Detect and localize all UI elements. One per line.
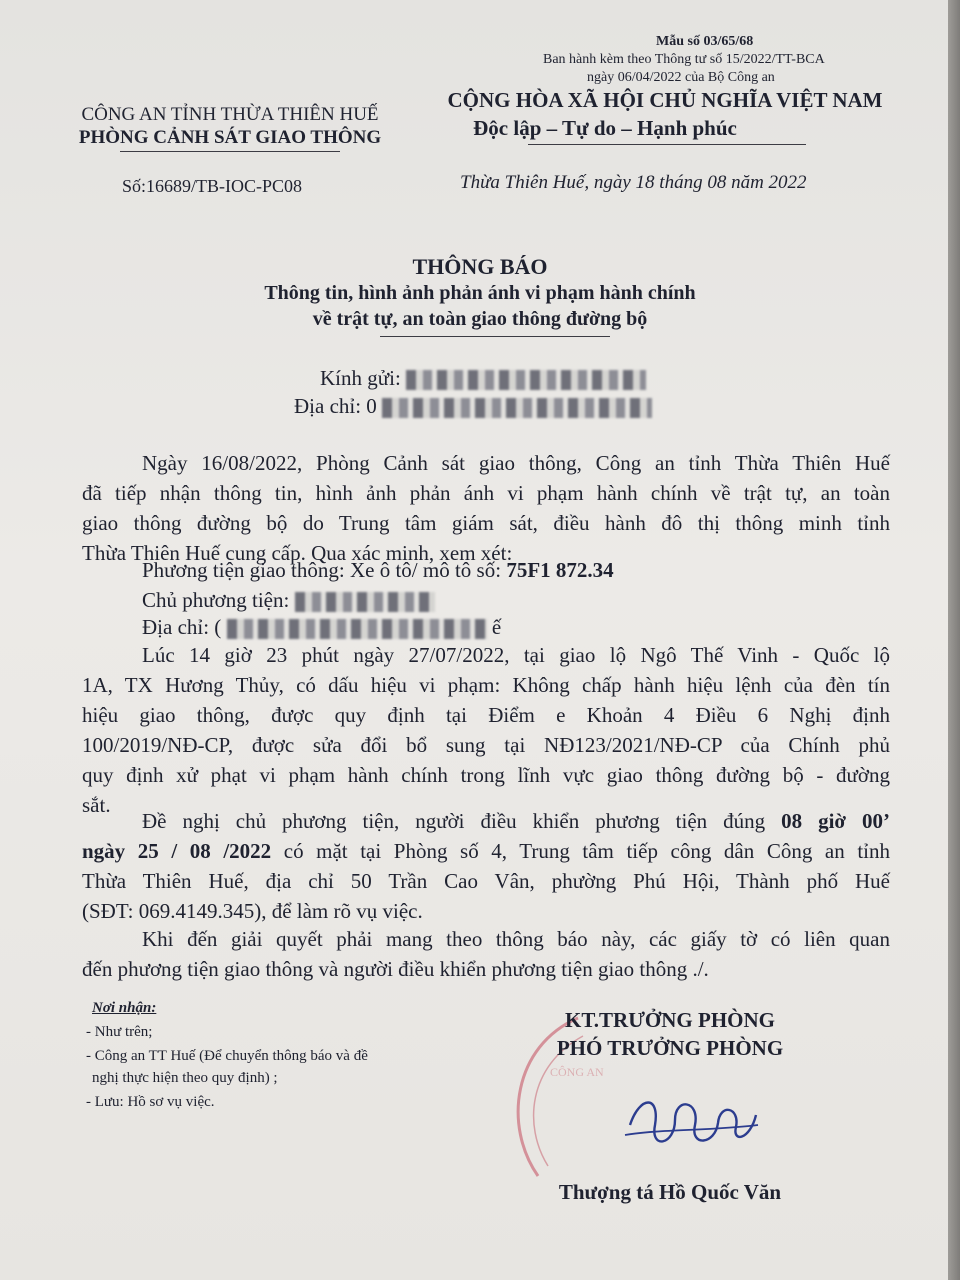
doc-subtitle-2: về trật tự, an toàn giao thông đường bộ [312,308,648,330]
agency-underline [120,151,340,152]
agency-name: PHÒNG CẢNH SÁT GIAO THÔNG [78,127,382,148]
owner-label: Chủ phương tiện: [142,588,290,612]
recipient-address-row [294,394,652,419]
violation-paragraph: Lúc 14 giờ 23 phút ngày 27/07/2022, tại giao lộ Ngô Thế Vinh - Quốc lộ 1A, TX Hương Thủy, có dấu hiệu vi phạm: Không chấp hành hiệu lệnh của đèn tín hiệu giao thông, được quy định tại Điểm e Khoản 4 Điều 6 Nghị định 100/2019/NĐ-CP, được sửa đổi bổ sung tại NĐ123/2021/NĐ-CP của Chính phủ quy định xử phạt vi phạm hành chính trong lĩnh vực giao thông đường bộ - đường sắt. [82,643,890,817]
redacted-owner [295,592,435,612]
signer-title-1: KT.TRƯỞNG PHÒNG [565,1008,775,1032]
appointment-date: ngày 25 / 08 /2022 [82,839,272,863]
agency-parent: CÔNG AN TỈNH THỪA THIÊN HUẾ [81,104,379,125]
form-number: Mẫu số 03/65/68 [656,34,754,49]
nation-motto: Độc lập – Tự do – Hạnh phúc [473,116,737,140]
recipients-item-1: - Như trên; [86,1024,153,1040]
owner-row [142,588,435,613]
redacted-address [382,398,652,418]
recipient-row [320,366,646,391]
place-date: Thừa Thiên Huế, ngày 18 tháng 08 năm 2022 [460,172,807,193]
doc-subtitle-1: Thông tin, hình ảnh phản ánh vi phạm hành chính [264,282,696,304]
signer-name: Thượng tá Hồ Quốc Văn [558,1180,782,1204]
recipients-item-2-cont: nghị thực hiện theo quy định) ; [92,1070,278,1086]
signature-mark [620,1085,760,1155]
recipient-label: Kính gửi: [320,366,401,390]
owner-address-tail: ế [491,615,502,639]
summons-paragraph: Đề nghị chủ phương tiện, người điều khiển phương tiện đúng 08 giờ 00’ ngày 25 / 08 /2022 có mặt tại Phòng số 4, Trung tâm tiếp công dân Công an tỉnh Thừa Thiên Huế, địa chỉ 50 Trần Cao Vân, phường Phú Hội, Thành phố Huế (SĐT: 069.4149.345), để làm rõ vụ việc. [82,809,890,923]
vehicle-row [142,558,614,583]
svg-text:CÔNG AN: CÔNG AN [550,1065,604,1079]
recipient-address-label: Địa chỉ: 0 [294,394,377,418]
redacted-recipient [406,370,646,390]
redacted-owner-address [227,619,487,639]
signer-title-2: PHÓ TRƯỞNG PHÒNG [556,1036,784,1060]
vehicle-label: Phương tiện giao thông: Xe ô tô/ mô tô số: [142,558,502,582]
doc-title: THÔNG BÁO [412,254,548,279]
recipients-heading: Nơi nhận: [92,1000,157,1016]
appointment-time: 08 giờ 00’ [781,809,890,833]
owner-address-row [142,615,501,640]
motto-underline [528,144,806,145]
recipients-item-3: - Lưu: Hồ sơ vụ việc. [86,1094,215,1110]
license-plate: 75F1 872.34 [506,558,614,582]
form-basis-line2: ngày 06/04/2022 của Bộ Công an [587,70,775,85]
owner-address-label: Địa chỉ: ( [142,615,222,639]
title-underline [380,336,610,337]
closing-paragraph: Khi đến giải quyết phải mang theo thông báo này, các giấy tờ có liên quan đến phương tiện giao thông và người điều khiển phương tiện giao thông ./. [82,927,890,981]
intro-paragraph: Ngày 16/08/2022, Phòng Cảnh sát giao thông, Công an tỉnh Thừa Thiên Huế đã tiếp nhận thông tin, hình ảnh phản ánh vi phạm hành chính về trật tự, an toàn giao thông đường bộ do Trung tâm giám sát, điều hành đô thị thông minh tỉnh Thừa Thiên Huế cung cấp. Qua xác minh, xem xét: [82,451,890,565]
form-basis-line1: Ban hành kèm theo Thông tư số 15/2022/TT-BCA [543,52,825,67]
nation-title: CỘNG HÒA XÃ HỘI CHỦ NGHĨA VIỆT NAM [447,88,883,112]
recipients-item-2: - Công an TT Huế (Để chuyển thông báo và đề [86,1048,368,1064]
page-edge [948,0,960,1280]
document-number: Số:16689/TB-IOC-PC08 [122,176,303,196]
